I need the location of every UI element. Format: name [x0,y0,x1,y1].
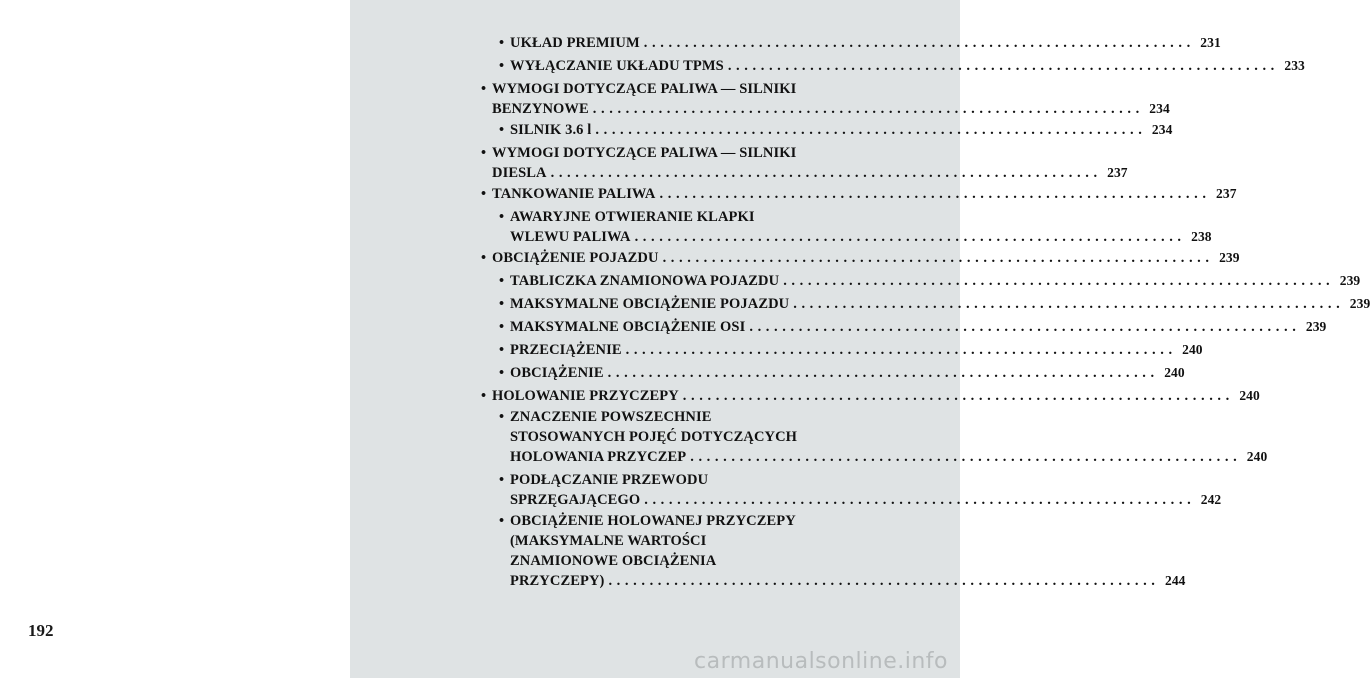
toc-entry-title: TANKOWANIE PALIWA [492,186,656,202]
toc-entry-title: PRZYCZEPY) [510,573,605,589]
bullet-icon: • [499,319,505,335]
bullet-icon: • [499,122,505,138]
toc-entry-title: TABLICZKA ZNAMIONOWA POJAZDU [510,273,780,289]
toc-page-number: 242 [1200,492,1222,507]
toc-entry[interactable] [481,143,1128,183]
toc-entry-title: OBCIĄŻENIE HOLOWANEJ PRZYCZEPY [510,513,796,529]
dot-leader: ................................................................... [793,296,1345,312]
toc-entry[interactable] [499,511,1186,591]
toc-page-number: 244 [1164,573,1186,588]
toc-page-number: 240 [1164,365,1185,380]
toc-page-number: 240 [1239,388,1260,403]
dot-leader: ................................................................... [607,365,1159,381]
toc-entry[interactable] [481,386,1260,406]
toc-entry[interactable] [499,294,1370,314]
toc-page-number: 233 [1284,58,1305,73]
bullet-icon: • [481,81,487,97]
toc-page-number: 239 [1349,296,1370,311]
toc-entry-title: (MAKSYMALNE WARTOŚCI [510,533,707,549]
page-number: 192 [28,621,54,640]
bullet-icon: • [481,250,487,266]
table-of-contents [350,0,1370,678]
toc-entry[interactable] [499,33,1221,53]
toc-entry-title: HOLOWANIA PRZYCZEP [510,449,687,465]
dot-leader: ................................................................... [643,35,1195,51]
bullet-icon: • [499,35,505,51]
toc-entry[interactable] [481,79,1170,119]
dot-leader: ................................................................... [662,250,1214,266]
toc-entry[interactable] [481,184,1237,204]
dot-leader: ................................................................... [690,449,1242,465]
toc-entry-title: MAKSYMALNE OBCIĄŻENIE POJAZDU [510,296,790,312]
bullet-icon: • [499,409,505,425]
toc-entry-title: OBCIĄŻENIE [510,365,604,381]
toc-entry-title: STOSOWANYCH POJĘĆ DOTYCZĄCYCH [510,429,798,445]
dot-leader: ................................................................... [783,273,1335,289]
toc-entry[interactable] [499,363,1185,383]
bullet-icon: • [499,296,505,312]
toc-entry-title: DIESLA [492,165,547,181]
toc-entry-title: AWARYJNE OTWIERANIE KLAPKI [510,209,755,225]
toc-page-number: 239 [1305,319,1327,334]
dot-leader: ................................................................... [727,58,1279,74]
right-page [350,0,1370,678]
bullet-icon: • [499,513,505,529]
dot-leader: ................................................................... [595,122,1147,138]
dot-leader: ................................................................... [608,573,1160,589]
watermark: carmanualsonline.info [694,649,948,674]
toc-entry-title: WYMOGI DOTYCZĄCE PALIWA — SILNIKI [492,145,797,161]
toc-page-number: 239 [1219,250,1240,265]
toc-page-number: 234 [1149,101,1170,116]
toc-entry[interactable] [499,470,1222,510]
bullet-icon: • [481,186,487,202]
toc-entry-title: UKŁAD PREMIUM [510,35,640,51]
bullet-icon: • [481,145,487,161]
toc-page-number: 231 [1200,35,1221,50]
bullet-icon: • [499,342,505,358]
toc-entry-title: PODŁĄCZANIE PRZEWODU [510,472,709,488]
toc-entry-title: MAKSYMALNE OBCIĄŻENIE OSI [510,319,746,335]
dot-leader: ................................................................... [749,319,1301,335]
dot-leader: ................................................................... [659,186,1211,202]
toc-entry[interactable] [499,207,1212,247]
toc-entry-title: SILNIK 3.6 l [510,122,592,138]
toc-page-number: 234 [1151,122,1173,137]
toc-page-number: 240 [1246,449,1268,464]
toc-entry-title: WLEWU PALIWA [510,229,631,245]
toc-page-number: 237 [1107,165,1128,180]
toc-entry-title: WYŁĄCZANIE UKŁADU TPMS [510,58,724,74]
toc-entry[interactable] [499,407,1268,467]
toc-page-number: 239 [1339,273,1361,288]
toc-entry-title: ZNACZENIE POWSZECHNIE [510,409,712,425]
toc-entry-title: ZNAMIONOWE OBCIĄŻENIA [510,553,717,569]
bullet-icon: • [499,365,505,381]
dot-leader: ................................................................... [550,165,1102,181]
bullet-icon: • [499,273,505,289]
toc-page-number: 238 [1191,229,1212,244]
dot-leader: ................................................................... [625,342,1177,358]
toc-entry[interactable] [499,271,1361,291]
bullet-icon: • [499,58,505,74]
toc-entry[interactable] [499,340,1203,360]
bullet-icon: • [499,472,505,488]
dot-leader: ................................................................... [592,101,1144,117]
bullet-icon: • [481,388,487,404]
toc-entry-title: WYMOGI DOTYCZĄCE PALIWA — SILNIKI [492,81,797,97]
toc-entry[interactable] [481,248,1240,268]
toc-page-number: 240 [1182,342,1203,357]
toc-page-number: 237 [1216,186,1237,201]
toc-entry-title: OBCIĄŻENIE POJAZDU [492,250,659,266]
left-page [0,0,350,678]
toc-entry-title: BENZYNOWE [492,101,589,117]
toc-entry[interactable] [499,56,1305,76]
toc-entry-title: HOLOWANIE PRZYCZEPY [492,388,679,404]
toc-entry[interactable] [499,120,1173,140]
toc-entry-title: SPRZĘGAJĄCEGO [510,492,641,508]
dot-leader: ................................................................... [644,492,1196,508]
toc-entry-title: PRZECIĄŻENIE [510,342,622,358]
dot-leader: ................................................................... [634,229,1186,245]
dot-leader: ................................................................... [682,388,1234,404]
toc-entry[interactable] [499,317,1327,337]
bullet-icon: • [499,209,505,225]
